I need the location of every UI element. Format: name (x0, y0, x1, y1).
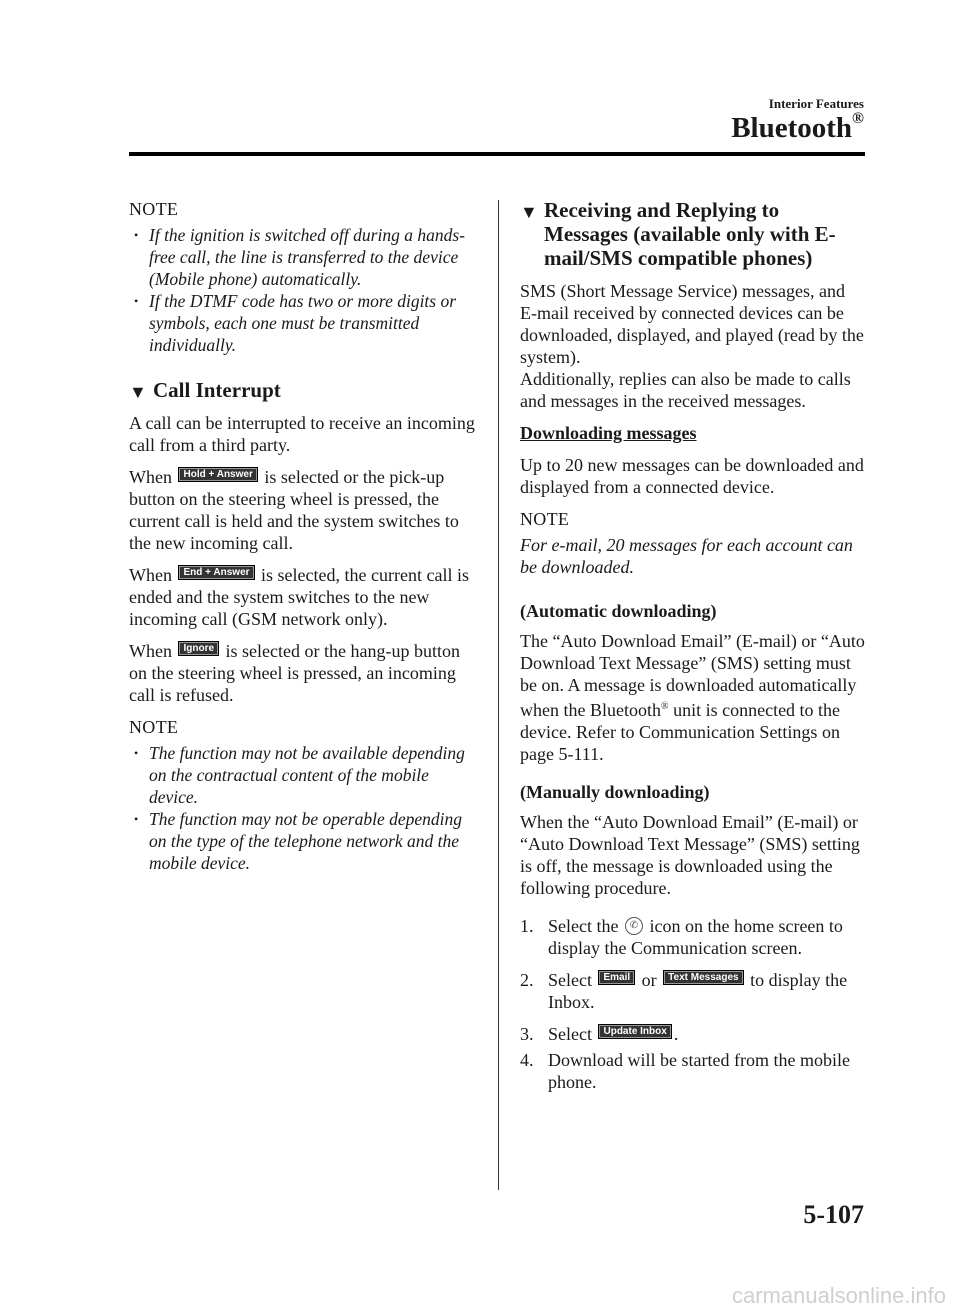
note-list (129, 742, 481, 874)
note-label: NOTE (129, 199, 179, 219)
paragraph: When Hold + Answer is selected or the pick-up button on the steering wheel is pressed, the current call is held and the system switches to the new incoming call. (129, 467, 459, 553)
header-section: Interior Features (768, 96, 864, 111)
page-title: Bluetooth® (731, 110, 864, 144)
text-messages-button: Text Messages (663, 970, 743, 985)
note-label: NOTE (520, 509, 570, 529)
section-heading-messages: ▼ Receiving and Replying to Messages (available only with E-mail/SMS compatible phones) (520, 198, 836, 270)
step-item: 4. Download will be started from the mobile phone. (520, 1050, 850, 1092)
communication-icon: ✆ (625, 917, 643, 935)
bullet-icon: • (134, 294, 139, 308)
subheading-manual: (Manually downloading) (520, 782, 710, 802)
note-list (129, 224, 481, 356)
paragraph: A call can be interrupted to receive an incoming call from a third party. (129, 413, 475, 455)
note-item: • The function may not be available depending on the contractual content of the mobile device. (134, 743, 465, 807)
page-number: 5-107 (803, 1200, 864, 1229)
triangle-down-icon: ▼ (129, 382, 147, 402)
paragraph: When Ignore is selected or the hang-up button on the steering wheel is pressed, an incoming call is refused. (129, 641, 460, 705)
paragraph: The “Auto Download Email” (E-mail) or “Auto Download Text Message” (SMS) setting must be on. A message is downloaded automatically when the Bluetooth® unit is connected to the device. Refer to Communication Settings on page 5-111. (520, 631, 865, 764)
paragraph: SMS (Short Message Service) messages, and E-mail received by connected devices can be downloaded, displayed, and played (read by the system). (520, 281, 864, 367)
ignore-button: Ignore (178, 641, 219, 656)
note-item: • The function may not be operable depending on the type of the telephone network and the mobile device. (134, 809, 462, 873)
update-inbox-button: Update Inbox (598, 1024, 671, 1039)
note-item: • If the ignition is switched off during a hands-free call, the line is transferred to the device (Mobile phone) automatically. (134, 225, 465, 289)
paragraph: When the “Auto Download Email” (E-mail) or “Auto Download Text Message” (SMS) setting is off, the message is downloaded using the following procedure. (520, 812, 860, 898)
header-rule (129, 152, 865, 156)
note-label: NOTE (129, 717, 179, 737)
bullet-icon: • (134, 746, 139, 760)
bullet-icon: • (134, 812, 139, 826)
note-item: • If the DTMF code has two or more digits or symbols, each one must be transmitted individually. (134, 291, 457, 355)
note-text: For e-mail, 20 messages for each account can be downloaded. (520, 535, 853, 577)
email-button: Email (598, 970, 635, 985)
bullet-icon: • (134, 228, 139, 242)
paragraph: Up to 20 new messages can be downloaded and displayed from a connected device. (520, 455, 864, 497)
paragraph: When End + Answer is selected, the current call is ended and the system switches to the new incoming call (GSM network only). (129, 565, 469, 629)
triangle-down-icon: ▼ (520, 202, 538, 222)
step-item: 1. Select the ✆ icon on the home screen to display the Communication screen. (520, 916, 843, 958)
step-item: 3. Select Update Inbox . (520, 1024, 679, 1044)
subheading-downloading: Downloading messages (520, 423, 697, 443)
section-heading-call-interrupt: ▼ Call Interrupt (129, 378, 281, 402)
hold-answer-button: Hold + Answer (178, 467, 257, 482)
paragraph: Additionally, replies can also be made to calls and messages in the received messages. (520, 369, 851, 411)
left-column (129, 198, 481, 874)
subheading-automatic: (Automatic downloading) (520, 601, 717, 621)
watermark: carmanualsonline.info (731, 1283, 946, 1308)
step-item: 2. Select Email or Text Messages to display the Inbox. (520, 970, 848, 1012)
end-answer-button: End + Answer (178, 565, 254, 580)
right-column (520, 198, 865, 1103)
procedure-steps (520, 915, 865, 1093)
column-divider (498, 200, 499, 1190)
